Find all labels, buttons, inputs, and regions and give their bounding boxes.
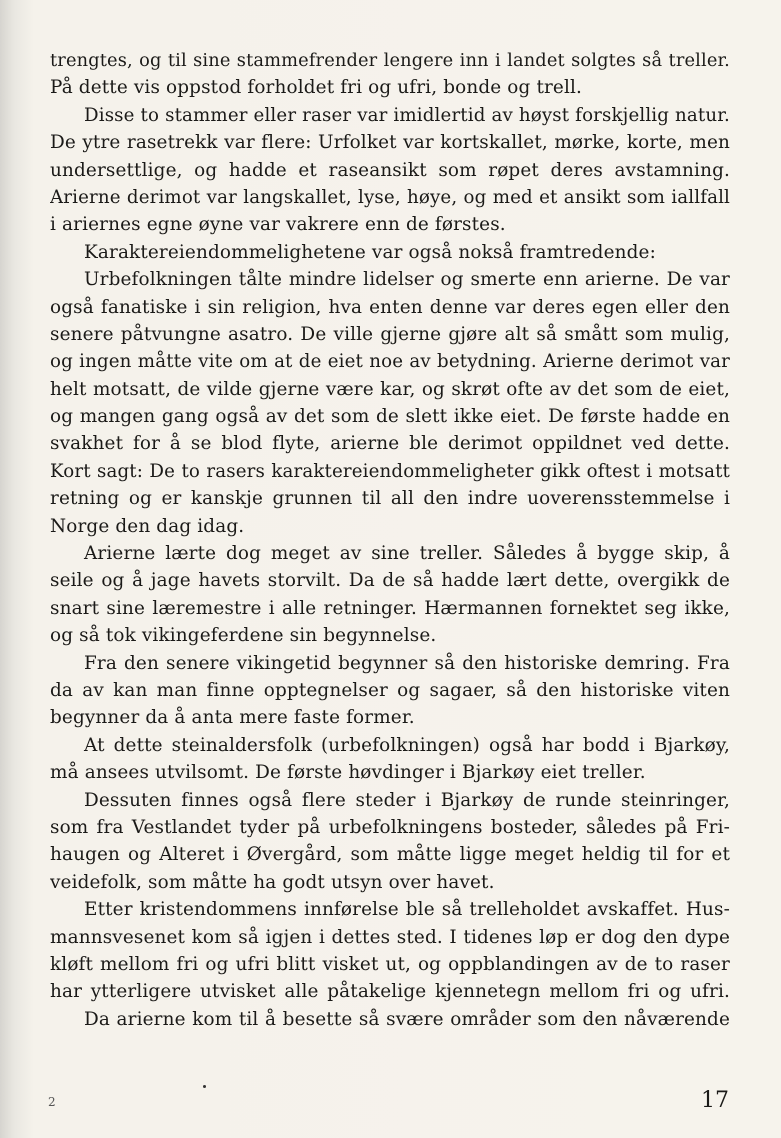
text-line: helt motsatt, de vilde gjerne være kar, og skrøt ofte av det som de eiet, [50, 378, 730, 400]
text-line: At dette steinaldersfolk (urbefolkningen) også har bodd i Bjarkøy, [84, 734, 730, 756]
text-line: Disse to stammer eller raser var imidlertid av høyst forskjellig natur. [84, 104, 730, 126]
text-line: Da arierne kom til å besette så svære områder som den nåværende [84, 1008, 730, 1030]
text-line: Urbefolkningen tålte mindre lidelser og smerte enn arierne. De var [84, 269, 730, 291]
body-text [50, 47, 730, 1033]
text-line: Kort sagt: De to rasers karaktereiendommeligheter gikk oftest i motsatt [50, 460, 730, 482]
text-line: senere påtvungne asatro. De ville gjerne gjøre alt så smått som mulig, [50, 323, 730, 345]
text-line: Dessuten finnes også flere steder i Bjarkøy de runde steinringer, [84, 789, 730, 811]
text-line: har ytterligere utvisket alle påtakelige kjennetegn mellom fri og ufri. [50, 981, 730, 1003]
text-line: De ytre rasetrekk var flere: Urfolket var kortskallet, mørke, korte, men [50, 132, 730, 154]
text-line: svakhet for å se blod flyte, arierne ble derimot oppildnet ved dette. [50, 433, 730, 455]
text-line: og mangen gang også av det som de slett ikke eiet. De første hadde en [50, 406, 730, 428]
text-line: Etter kristendommens innførelse ble så trelleholdet avskaffet. Hus- [84, 899, 730, 921]
text-line: i ariernes egne øyne var vakrere enn de førstes. [50, 214, 506, 236]
text-line: og så tok vikingeferdene sin begynnelse. [50, 625, 437, 647]
text-line: som fra Vestlandet tyder på urbefolkningens bosteder, således på Fri- [50, 816, 730, 838]
text-line: må ansees utvilsomt. De første høvdinger i Bjarkøy eiet treller. [50, 762, 646, 784]
text-line: seile og å jage havets storvilt. Da de så hadde lært dette, overgikk de [50, 570, 730, 592]
page-number: 17 [701, 1088, 729, 1113]
text-line: haugen og Alteret i Øvergård, som måtte ligge meget heldig til for et [50, 844, 730, 866]
text-line: også fanatiske i sin religion, hva enten denne var deres egen eller den [50, 296, 730, 318]
text-line: Arierne derimot var langskallet, lyse, høye, og med et ansikt som iallfall [50, 186, 730, 208]
text-line: snart sine læremestre i alle retninger. Hærmannen fornektet seg ikke, [50, 597, 730, 619]
text-line: Arierne lærte dog meget av sine treller. Således å bygge skip, å [84, 543, 730, 565]
text-line: undersettlige, og hadde et raseansikt som røpet deres avstamning. [50, 159, 730, 181]
text-line: og ingen måtte vite om at de eiet noe av betydning. Arierne derimot var [50, 351, 730, 373]
print-speck [203, 1085, 206, 1088]
signature-mark: 2 [48, 1095, 56, 1109]
text-line: veidefolk, som måtte ha godt utsyn over havet. [50, 871, 495, 893]
text-line: Fra den senere vikingetid begynner så den historiske demring. Fra [84, 652, 730, 674]
text-line: Norge den dag idag. [50, 515, 245, 537]
text-line: mannsvesenet kom så igjen i dettes sted. I tidenes løp er dog den dype [50, 926, 730, 948]
text-line: da av kan man finne opptegnelser og sagaer, så den historiske viten [50, 679, 730, 701]
text-line: Karaktereiendommelighetene var også nokså framtredende: [84, 241, 656, 263]
text-line: retning og er kanskje grunnen til all den indre uoverensstemmelse i [50, 488, 730, 510]
text-line: kløft mellom fri og ufri blitt visket ut, og oppblandingen av de to raser [50, 953, 730, 975]
text-line: begynner da å anta mere faste former. [50, 707, 415, 729]
text-line: På dette vis oppstod forholdet fri og ufri, bonde og trell. [50, 77, 583, 99]
text-line: trengtes, og til sine stammefrender lengere inn i landet solgtes så treller. [50, 50, 730, 71]
